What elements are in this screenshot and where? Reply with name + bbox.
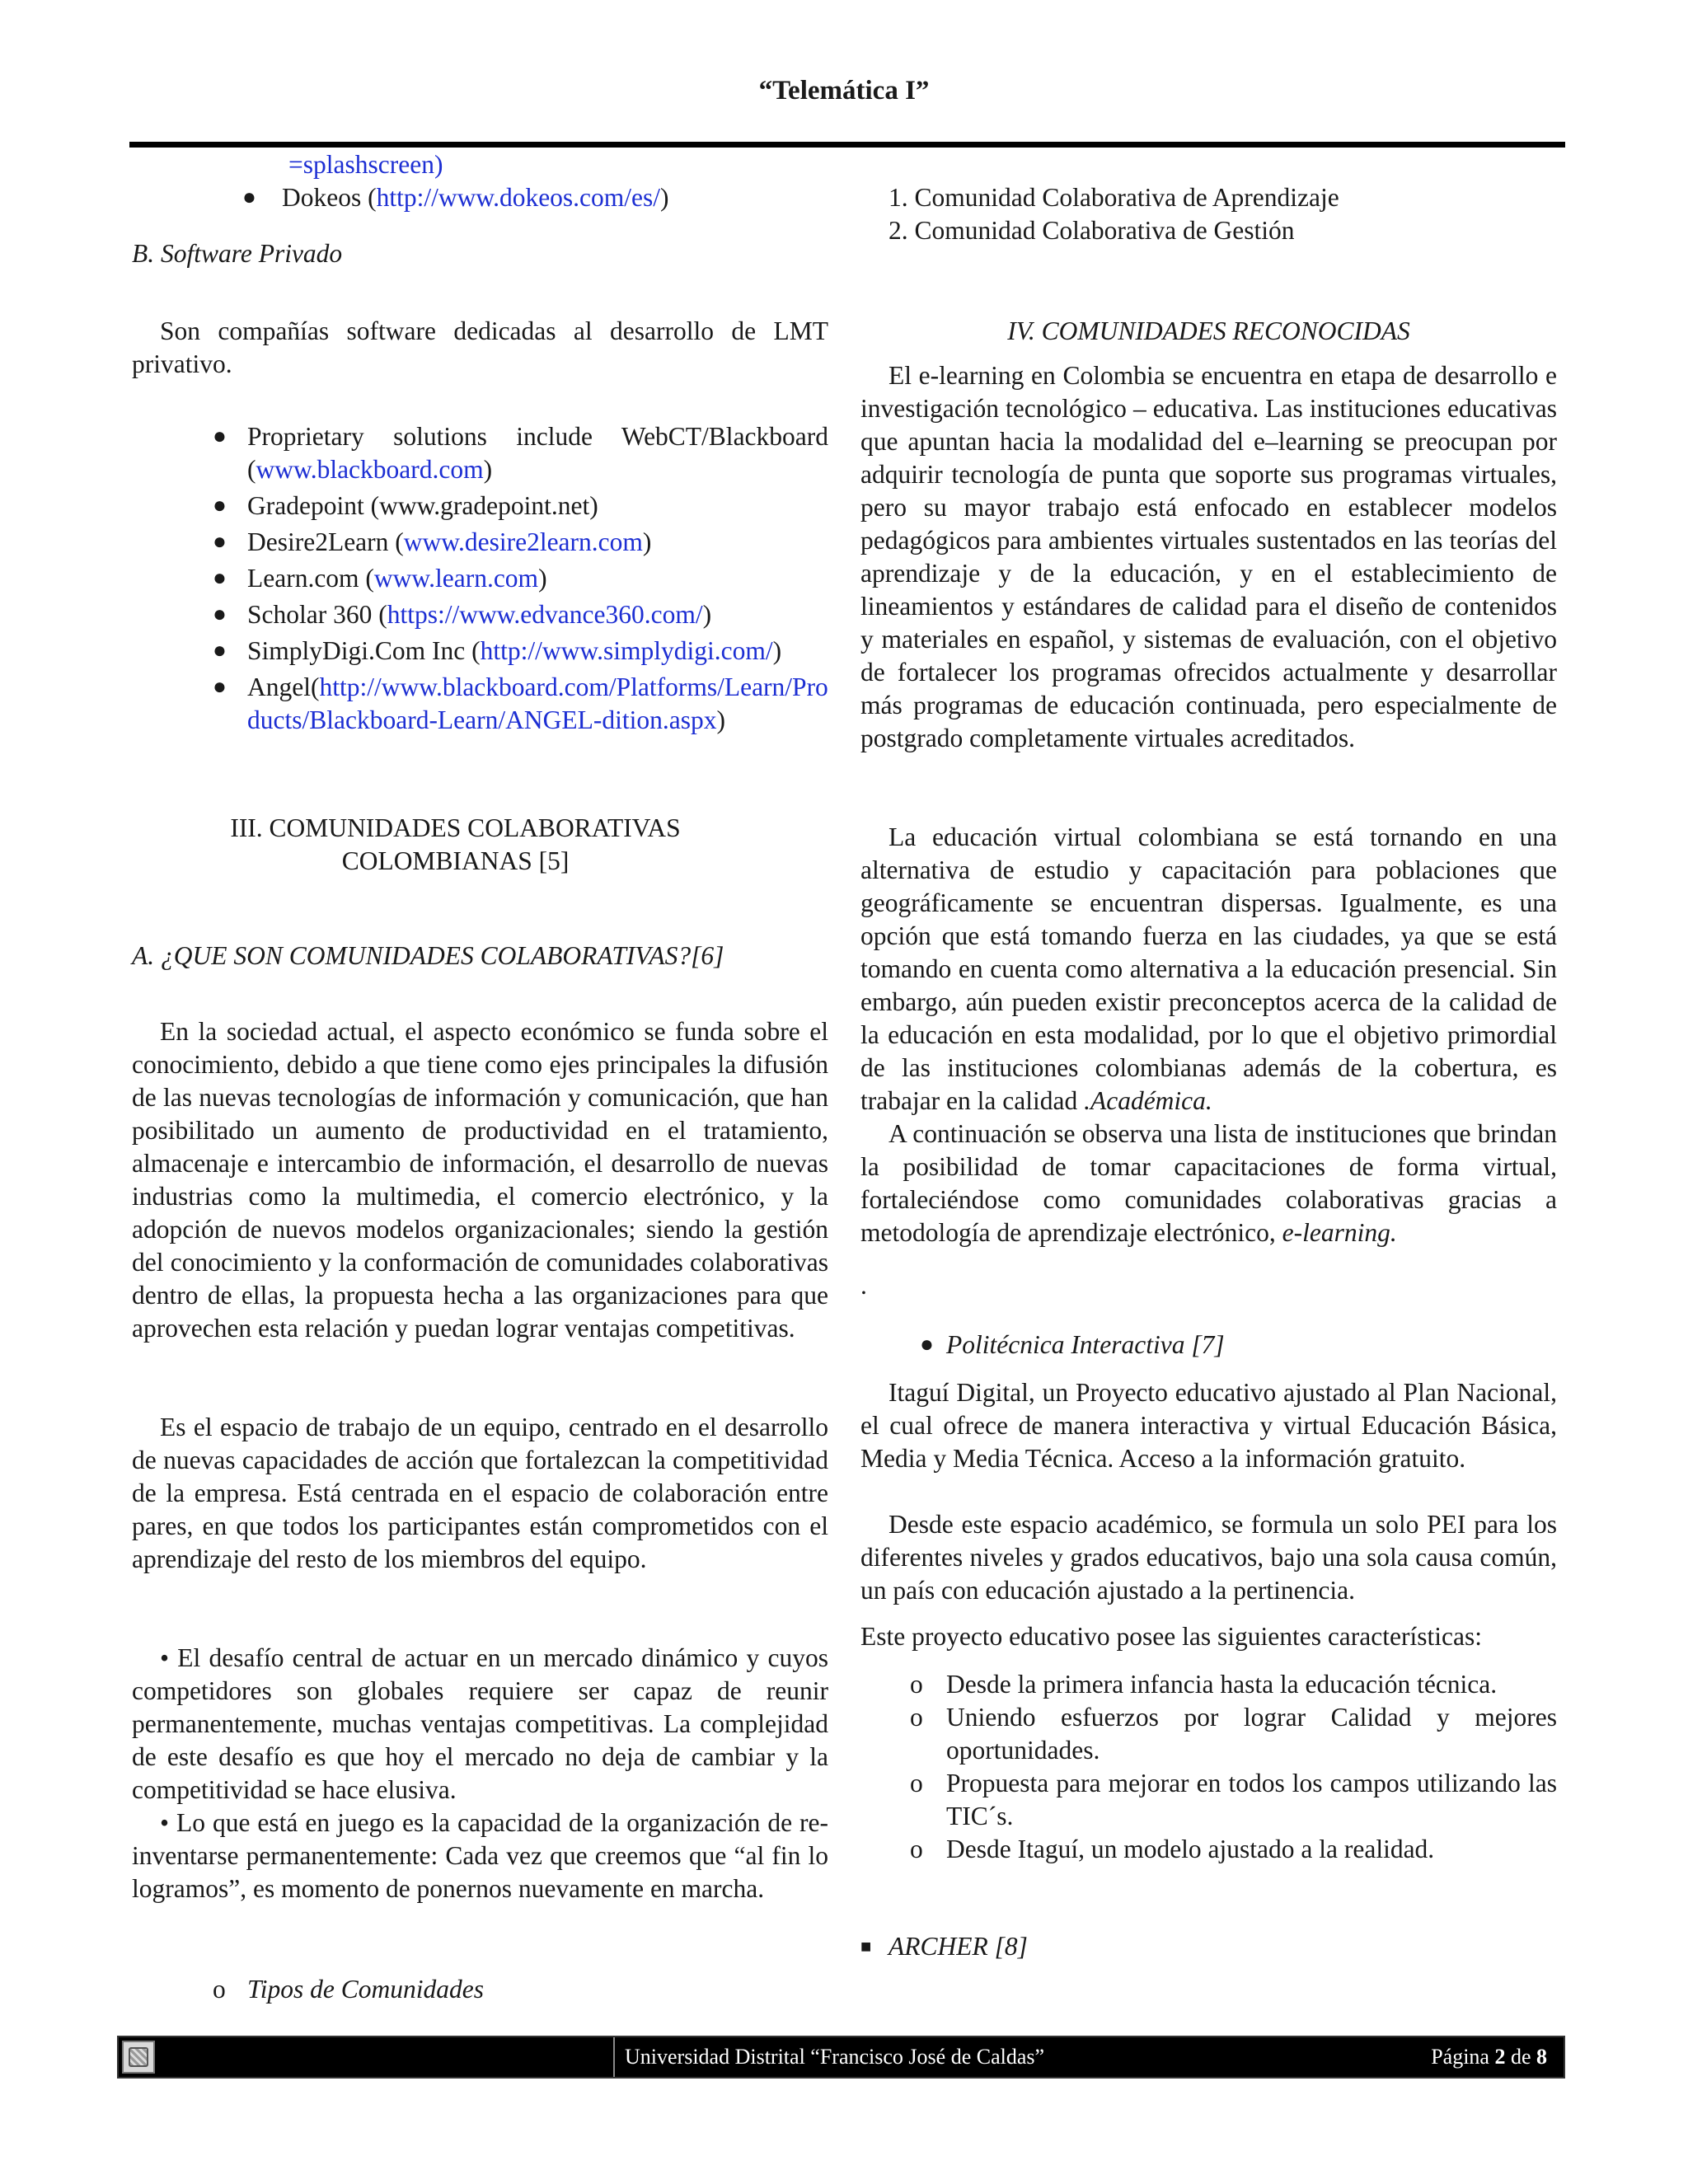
edvance360-link[interactable]: https://www.edvance360.com/ — [387, 600, 703, 629]
section-b-heading: B. Software Privado — [132, 239, 343, 268]
continued-link[interactable]: =splashscreen) — [288, 150, 443, 179]
bullet-icon: ● — [213, 602, 227, 627]
right-paragraph-3: A continuación se observa una lista de instituciones que brindan la posibilidad de tomar capacitaciones de forma virtual, fortaleciéndose como comunidades colaborativas gracias a metodología de aprendizaje electrónico, e-learning. — [860, 1119, 1557, 1247]
list-item: ● Gradepoint (www.gradepoint.net) — [132, 490, 828, 526]
stray-dot: . — [860, 1271, 867, 1300]
page-footer — [117, 2036, 1565, 2079]
circle-bullet-icon: o — [910, 1835, 923, 1863]
bullet-icon: ● — [213, 424, 227, 449]
left-paragraph-1: En la sociedad actual, el aspecto económico se funda sobre el conocimiento, debido a que tiene como ejes principales la difusión de las nuevas tecnologías de información y comunicación, que han posibilitado un aumento de productividad en el tratamiento, almacenaje e intercambio de información, el desarrollo de nuevas industrias como la multimedia, el comercio electrónico, y la adopción de nuevos modelos organizacionales; siendo la gestión del conocimiento y la conformación de comunidades colaborativas dentro de ellas, la propuesta hecha a las organizaciones para que aprovechen esta relación y puedan lograr ventajas competitivas. — [132, 1017, 828, 1343]
angel-link[interactable]: http://www.blackboard.com/Platforms/Learn/Products/Blackboard-Learn/ANGEL-dition.aspx — [247, 673, 828, 734]
bullet-icon: ● — [213, 638, 227, 663]
list-item: o Propuesta para mejorar en todos los campos utilizando las TIC´s. — [910, 1769, 1557, 1830]
bullet-icon: ● — [213, 674, 227, 700]
list-item: o Desde Itaguí, un modelo ajustado a la realidad. — [860, 1833, 1557, 1866]
footer-institution: Universidad Distrital “Francisco José de Caldas” — [613, 2037, 1437, 2077]
section-iii-heading: III. COMUNIDADES COLABORATIVAS COLOMBIANAS [5] — [230, 813, 681, 875]
list-item: ● Angel(http://www.blackboard.com/Platforms/Learn/Products/Blackboard-Learn/ANGEL-dition.aspx) — [213, 673, 828, 734]
right-paragraph-2: La educación virtual colombiana se está tornando en una alternativa de estudio y capacitación para poblaciones que geográficamente se encuentran dispersas. Igualmente, es una opción que está tomando fuerza en las ciudades, ya que se está tomando en cuenta como alternativa a la educación presencial. Sin embargo, aún pueden existir preconceptos acerca de la calidad de la educación en esta modalidad, por lo que el objetivo primordial de las instituciones colombianas además de la cobertura, es trabajar en la calidad .Académica. — [860, 823, 1557, 1115]
bullet-icon: ● — [242, 185, 256, 210]
learn-link[interactable]: www.learn.com — [373, 564, 539, 593]
simplydigi-link[interactable]: http://www.simplydigi.com/ — [480, 636, 773, 665]
right-paragraph-4: Itaguí Digital, un Proyecto educativo ajustado al Plan Nacional, el cual ofrece de manera interactiva y virtual Educación Básica, Media y Media Técnica. Acceso a la información gratuito. — [860, 1378, 1557, 1473]
blackboard-link[interactable]: www.blackboard.com — [256, 455, 484, 484]
list-item-dokeos: ● Dokeos (http://www.dokeos.com/es/) — [132, 181, 828, 214]
list-item: o Uniendo esfuerzos por lograr Calidad y mejores oportunidades. — [910, 1703, 1557, 1765]
right-paragraph-5: Desde este espacio académico, se formula un solo PEI para los diferentes niveles y grados educativos, bajo una sola causa común, un país con educación ajustado a la pertinencia. — [860, 1510, 1557, 1605]
desire2learn-link[interactable]: www.desire2learn.com — [403, 527, 643, 556]
bullet-icon: ● — [213, 529, 227, 555]
list-item: ● Learn.com (www.learn.com) — [132, 562, 828, 598]
page-header-title: “Telemática I” — [758, 76, 930, 105]
section-iv-heading: IV. COMUNIDADES RECONOCIDAS — [1007, 316, 1410, 345]
section-b-intro: Son compañías software dedicadas al desarrollo de LMT privativo. — [132, 316, 828, 378]
header-rule — [129, 142, 1565, 148]
seal-icon — [129, 2047, 148, 2067]
bullet-icon: ● — [920, 1332, 934, 1357]
list-item: ● Desire2Learn (www.desire2learn.com) — [132, 526, 828, 562]
numbered-item: 1. Comunidad Colaborativa de Aprendizaje — [889, 183, 1339, 212]
numbered-item: 2. Comunidad Colaborativa de Gestión — [889, 216, 1295, 245]
square-bullet-icon: ■ — [860, 1936, 872, 1957]
circle-bullet-icon: o — [213, 1975, 226, 2004]
list-item: ● SimplyDigi.Com Inc (http://www.simplydigi.com/) — [132, 635, 828, 671]
circle-bullet-icon: o — [910, 1670, 923, 1699]
section-a-heading: A. ¿QUE SON COMUNIDADES COLABORATIVAS?[6] — [132, 941, 724, 970]
left-paragraph-4: • Lo que está en juego es la capacidad de la organización de re-inventarse permanentemente: Cada vez que creemos que “al fin lo logramos”, es momento de ponernos nuevamente en marcha. — [132, 1808, 828, 1903]
features-list — [860, 1668, 1557, 1866]
university-logo — [122, 2041, 155, 2074]
list-item: ● Proprietary solutions include WebCT/Blackboard (www.blackboard.com) — [213, 422, 828, 484]
right-paragraph-1: El e-learning en Colombia se encuentra en etapa de desarrollo e investigación tecnológico – educativa. Las instituciones educativas que apuntan hacia la modalidad del e–learning se preocupan por adquirir tecnología de punta que soporte sus programas virtuales, pero su mayor trabajo está enfocado en establecer modelos pedagógicos para ambientes virtuales sustentados en las teorías del aprendizaje y de la educación, y en el establecimiento de lineamientos y estándares de calidad para el diseño de contenidos y materiales en español, y sistemas de evaluación, con el objetivo de fortalecer los programas ofrecidos actualmente y desarrollar más programas de educación continuada, pero especialmente de postgrado completamente virtuales acreditados. — [860, 361, 1557, 752]
private-software-list — [132, 420, 828, 740]
list-item: o Desde la primera infancia hasta la educación técnica. — [860, 1668, 1557, 1701]
list-item: ● Scholar 360 (https://www.edvance360.com/) — [132, 598, 828, 635]
bullet-icon: ● — [213, 493, 227, 518]
circle-bullet-icon: o — [910, 1769, 923, 1797]
bullet-icon: ● — [213, 565, 227, 591]
left-paragraph-2: Es el espacio de trabajo de un equipo, centrado en el desarrollo de nuevas capacidades de acción que fortalezcan la competitividad de la empresa. Está centrada en el espacio de colaboración entre pares, en que todos los participantes están comprometidos con el aprendizaje del resto de los miembros del equipo. — [132, 1413, 828, 1573]
left-paragraph-3: • El desafío central de actuar en un mercado dinámico y cuyos competidores son globales requiere ser capaz de reunir permanentemente, muchas ventajas competitivas. La complejidad de este desafío es que hoy el mercado no deja de cambiar y la competitividad se hace elusiva. — [132, 1643, 828, 1804]
page-number: Página 2 de 8 — [1431, 2045, 1547, 2069]
dokeos-link[interactable]: http://www.dokeos.com/es/ — [376, 183, 661, 212]
circle-bullet-icon: o — [910, 1703, 923, 1732]
right-paragraph-6: Este proyecto educativo posee las siguientes características: — [860, 1622, 1482, 1651]
